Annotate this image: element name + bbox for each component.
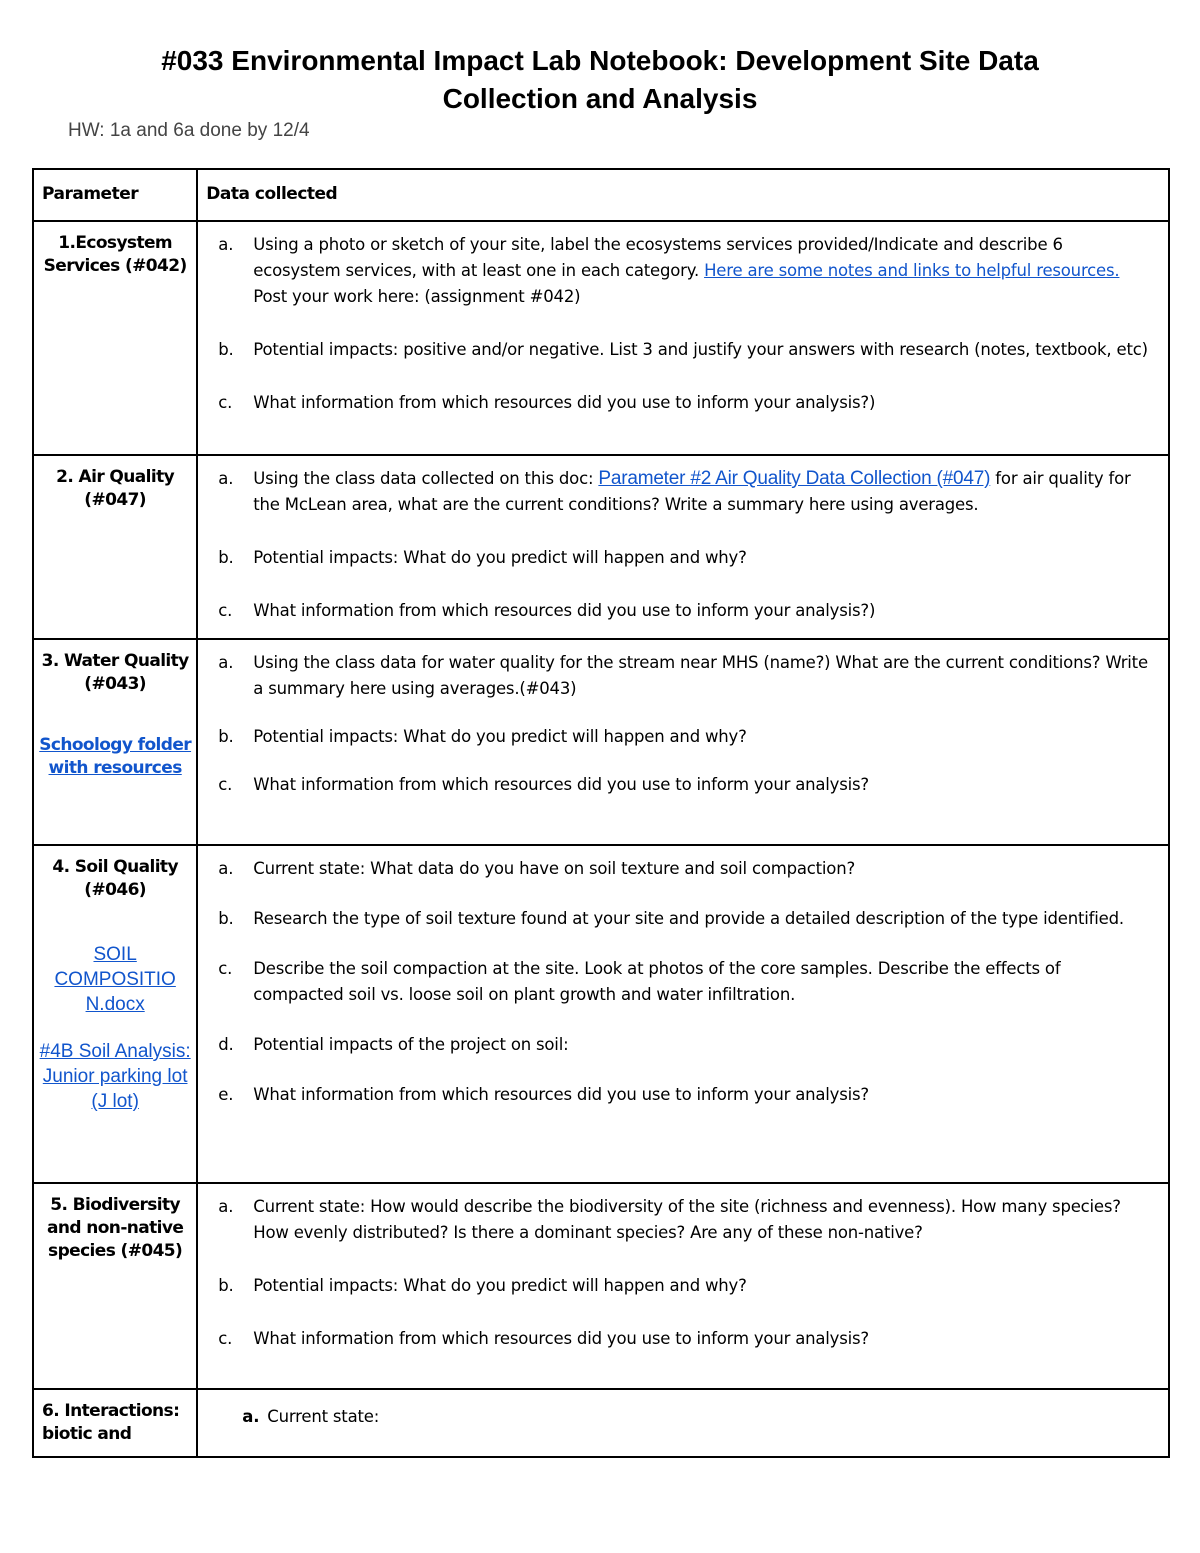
item-text: Describe the soil compaction at the site. Look at photos of the core samples. Describe the effects of compacted soil vs. loose soil on plant growth and water infiltration. xyxy=(253,959,1061,1004)
param-cell xyxy=(33,1389,197,1457)
item-list xyxy=(198,1184,1168,1366)
data-cell xyxy=(197,221,1169,455)
soil-composition-doc-link[interactable]: SOIL COMPOSITIO N.docx xyxy=(54,944,176,1015)
table-header-row xyxy=(33,169,1169,221)
item-text: Using a photo or sketch of your site, label the ecosystems services provided/Indicate and describe 6 ecosystem services, with at least one in each category. xyxy=(253,235,1063,280)
list-item xyxy=(218,545,1148,571)
item-letter: a. xyxy=(218,653,234,672)
table-row xyxy=(33,1389,1169,1457)
air-quality-doc-link[interactable]: Parameter #2 Air Quality Data Collection (#047) xyxy=(598,468,991,489)
list-item xyxy=(218,856,1148,882)
item-letter: b. xyxy=(218,1276,234,1295)
list-item xyxy=(218,232,1148,310)
list-item xyxy=(218,906,1148,932)
item-letter: b. xyxy=(218,548,234,567)
schoology-folder-link[interactable]: Schoology folder with resources xyxy=(39,735,192,778)
data-cell xyxy=(197,455,1169,639)
param-label: 6. Interactions: biotic and xyxy=(42,1401,180,1444)
header-data-cell xyxy=(197,169,1169,221)
data-cell xyxy=(197,639,1169,845)
item-text: Potential impacts: What do you predict will happen and why? xyxy=(253,548,747,567)
item-text: What information from which resources did you use to inform your analysis? xyxy=(253,1329,869,1348)
list-item xyxy=(218,1194,1148,1246)
homework-note: HW: 1a and 6a done by 12/4 xyxy=(68,120,310,141)
item-text: Potential impacts: positive and/or negative. List 3 and justify your answers with research (notes, textbook, etc) xyxy=(253,340,1148,359)
item-list xyxy=(198,1390,1168,1444)
header-param: Parameter xyxy=(42,184,139,204)
list-item xyxy=(242,1404,1148,1430)
table-row xyxy=(33,845,1169,1183)
item-list xyxy=(198,640,1168,834)
item-letter: b. xyxy=(218,909,234,928)
item-letter: c. xyxy=(218,393,233,412)
item-letter: b. xyxy=(218,727,234,746)
item-text: Potential impacts: What do you predict will happen and why? xyxy=(253,1276,747,1295)
header-data: Data collected xyxy=(206,184,338,204)
soil-analysis-link[interactable]: #4B Soil Analysis: Junior parking lot (J lot) xyxy=(39,1041,191,1112)
item-text: What information from which resources did you use to inform your analysis? xyxy=(253,1085,869,1104)
item-letter: e. xyxy=(218,1085,234,1104)
header-param-cell xyxy=(33,169,197,221)
document-title xyxy=(0,42,1200,118)
param-cell xyxy=(33,455,197,639)
param-label-text: 3. Water Quality (#043) xyxy=(41,651,189,694)
list-item xyxy=(218,650,1148,702)
helpful-resources-link[interactable]: Here are some notes and links to helpful resources. xyxy=(704,261,1120,280)
table-row xyxy=(33,1183,1169,1389)
list-item xyxy=(218,1082,1148,1108)
list-item xyxy=(218,772,1148,798)
item-text: Research the type of soil texture found at your site and provide a detailed description of the type identified. xyxy=(253,909,1124,928)
list-item xyxy=(218,1326,1148,1352)
table-row xyxy=(33,455,1169,639)
item-letter: b. xyxy=(218,340,234,359)
list-item xyxy=(218,337,1148,363)
param-label: 5. Biodiversity and non-native species (#045) xyxy=(46,1195,184,1261)
item-text: Using the class data for water quality for the stream near MHS (name?) What are the current conditions? Write a summary here using averages.(#043) xyxy=(253,653,1148,698)
title-line-2: Collection and Analysis xyxy=(442,83,758,114)
data-cell xyxy=(197,1183,1169,1389)
item-text: Current state: What data do you have on soil texture and soil compaction? xyxy=(253,859,856,878)
item-letter: a. xyxy=(218,469,234,488)
item-letter: c. xyxy=(218,775,233,794)
table-row xyxy=(33,221,1169,455)
param-cell xyxy=(33,1183,197,1389)
item-letter: a. xyxy=(218,235,234,254)
list-item xyxy=(218,390,1148,416)
param-cell xyxy=(33,221,197,455)
item-list xyxy=(198,456,1168,638)
item-text: for air quality for the McLean area, what are the current conditions? Write a summary here using averages. xyxy=(253,469,1131,514)
item-list xyxy=(198,846,1168,1146)
list-item xyxy=(218,1032,1148,1058)
item-letter: c. xyxy=(218,959,233,978)
item-text: Potential impacts of the project on soil: xyxy=(253,1035,569,1054)
item-text: Current state: xyxy=(267,1407,380,1426)
item-letter: a. xyxy=(218,1197,234,1216)
list-item xyxy=(218,724,1148,750)
item-list xyxy=(198,222,1168,430)
item-text: What information from which resources did you use to inform your analysis? xyxy=(253,775,869,794)
item-letter: a. xyxy=(218,859,234,878)
param-label-text: 4. Soil Quality (#046) xyxy=(52,857,178,900)
list-item xyxy=(218,1273,1148,1299)
item-letter: d. xyxy=(218,1035,234,1054)
list-item xyxy=(218,466,1148,518)
item-text: What information from which resources did you use to inform your analysis?) xyxy=(253,601,876,620)
item-text: Using the class data collected on this doc: xyxy=(253,469,599,488)
data-cell xyxy=(197,1389,1169,1457)
item-letter: a. xyxy=(242,1407,260,1426)
param-label xyxy=(34,640,196,780)
table-row xyxy=(33,639,1169,845)
title-line-1: #033 Environmental Impact Lab Notebook: Development Site Data xyxy=(161,45,1039,76)
item-letter: c. xyxy=(218,601,233,620)
param-cell xyxy=(33,639,197,845)
param-label: 1.Ecosystem Services (#042) xyxy=(43,233,187,276)
list-item xyxy=(218,598,1148,624)
item-letter: c. xyxy=(218,1329,233,1348)
item-text: Post your work here: (assignment #042) xyxy=(253,287,581,306)
item-text: Potential impacts: What do you predict will happen and why? xyxy=(253,727,747,746)
item-text: Current state: How would describe the biodiversity of the site (richness and evenness). How many species? How evenly distributed? Is there a dominant species? Are any of these non-native? xyxy=(253,1197,1121,1242)
list-item xyxy=(218,956,1148,1008)
notebook-table xyxy=(32,168,1170,1458)
param-label: 2. Air Quality (#047) xyxy=(56,467,175,510)
param-cell xyxy=(33,845,197,1183)
param-label xyxy=(34,846,196,1114)
item-text: What information from which resources did you use to inform your analysis?) xyxy=(253,393,876,412)
data-cell xyxy=(197,845,1169,1183)
